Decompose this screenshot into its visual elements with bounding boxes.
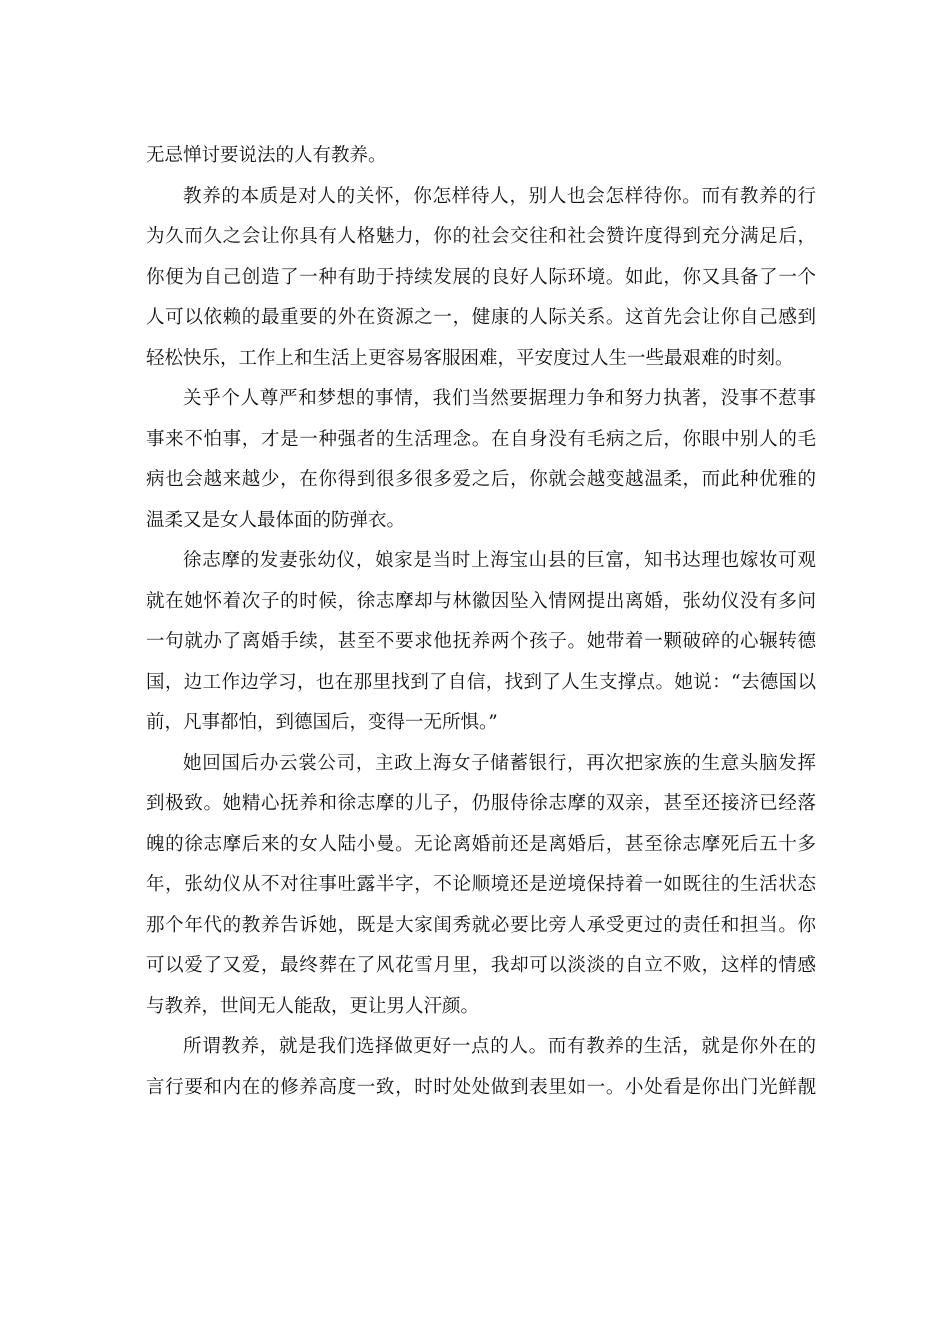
text-line: 徐志摩的发妻张幼仪，娘家是当时上海宝山县的巨富，知书达理也嫁妆可观	[183, 550, 816, 571]
text-line: 你便为自己创造了一种有助于持续发展的良好人际环境。如此，你又具备了一个	[146, 266, 816, 288]
paragraph	[146, 744, 816, 1028]
paragraph	[146, 1027, 816, 1108]
text-line: 那个年代的教养告诉她，既是大家闺秀就必要比旁人承受更过的责任和担当。你	[146, 914, 816, 936]
text-line: 言行要和内在的修养高度一致，时时处处做到表里如一。小处看是你出门光鲜靓	[146, 1076, 816, 1098]
paragraph	[146, 177, 816, 380]
text-line: 轻松快乐，工作上和生活上更容易客服困难，平安度过人生一些最艰难的时刻。	[146, 347, 794, 369]
paragraph	[146, 379, 816, 541]
text-line: 无忌惮讨要说法的人有教养。	[146, 145, 387, 166]
text-line: 前，凡事都怕，到德国后，变得一无所惧。”	[146, 712, 498, 733]
text-line: 人可以依赖的最重要的外在资源之一，健康的人际关系。这首先会让你自己感到	[146, 307, 816, 328]
text-line: 魄的徐志摩后来的女人陆小曼。无论离婚前还是离婚后，甚至徐志摩死后五十多	[146, 833, 816, 855]
text-line: 为久而久之会让你具有人格魅力，你的社会交往和社会赞许度得到充分满足后，	[146, 226, 816, 247]
text-line: 关乎个人尊严和梦想的事情，我们当然要据理力争和努力执著，没事不惹事	[183, 388, 816, 409]
text-line: 所谓教养，就是我们选择做更好一点的人。而有教养的生活，就是你外在的	[183, 1036, 816, 1057]
text-line: 可以爱了又爱，最终葬在了风花雪月里，我却可以淡淡的自立不败，这样的情感	[146, 955, 816, 976]
text-line: 病也会越来越少，在你得到很多很多爱之后，你就会越变越温柔，而此种优雅的	[146, 469, 816, 490]
text-line: 温柔又是女人最体面的防弹衣。	[146, 509, 406, 531]
text-line: 年，张幼仪从不对往事吐露半字，不论顺境还是逆境保持着一如既往的生活状态	[146, 874, 816, 895]
text-line: 事来不怕事，才是一种强者的生活理念。在自身没有毛病之后，你眼中别人的毛	[146, 428, 816, 450]
text-line: 国，边工作边学习，也在那里找到了自信，找到了人生支撑点。她说：“去德国以	[146, 671, 816, 693]
paragraph	[146, 136, 816, 177]
body-text	[146, 136, 816, 1108]
text-line: 一句就办了离婚手续，甚至不要求他抚养两个孩子。她带着一颗破碎的心辗转德	[146, 631, 816, 652]
text-line: 就在她怀着次子的时候，徐志摩却与林徽因坠入情网提出离婚，张幼仪没有多问	[146, 590, 816, 612]
text-line: 教养的本质是对人的关怀，你怎样待人，别人也会怎样待你。而有教养的行	[183, 185, 816, 207]
paragraph	[146, 541, 816, 744]
text-line: 到极致。她精心抚养和徐志摩的儿子，仍服侍徐志摩的双亲，甚至还接济已经落	[146, 793, 816, 814]
text-line: 她回国后办云裳公司，主政上海女子储蓄银行，再次把家族的生意头脑发挥	[183, 752, 816, 774]
text-line: 与教养，世间无人能敌，更让男人汗颜。	[146, 995, 480, 1017]
